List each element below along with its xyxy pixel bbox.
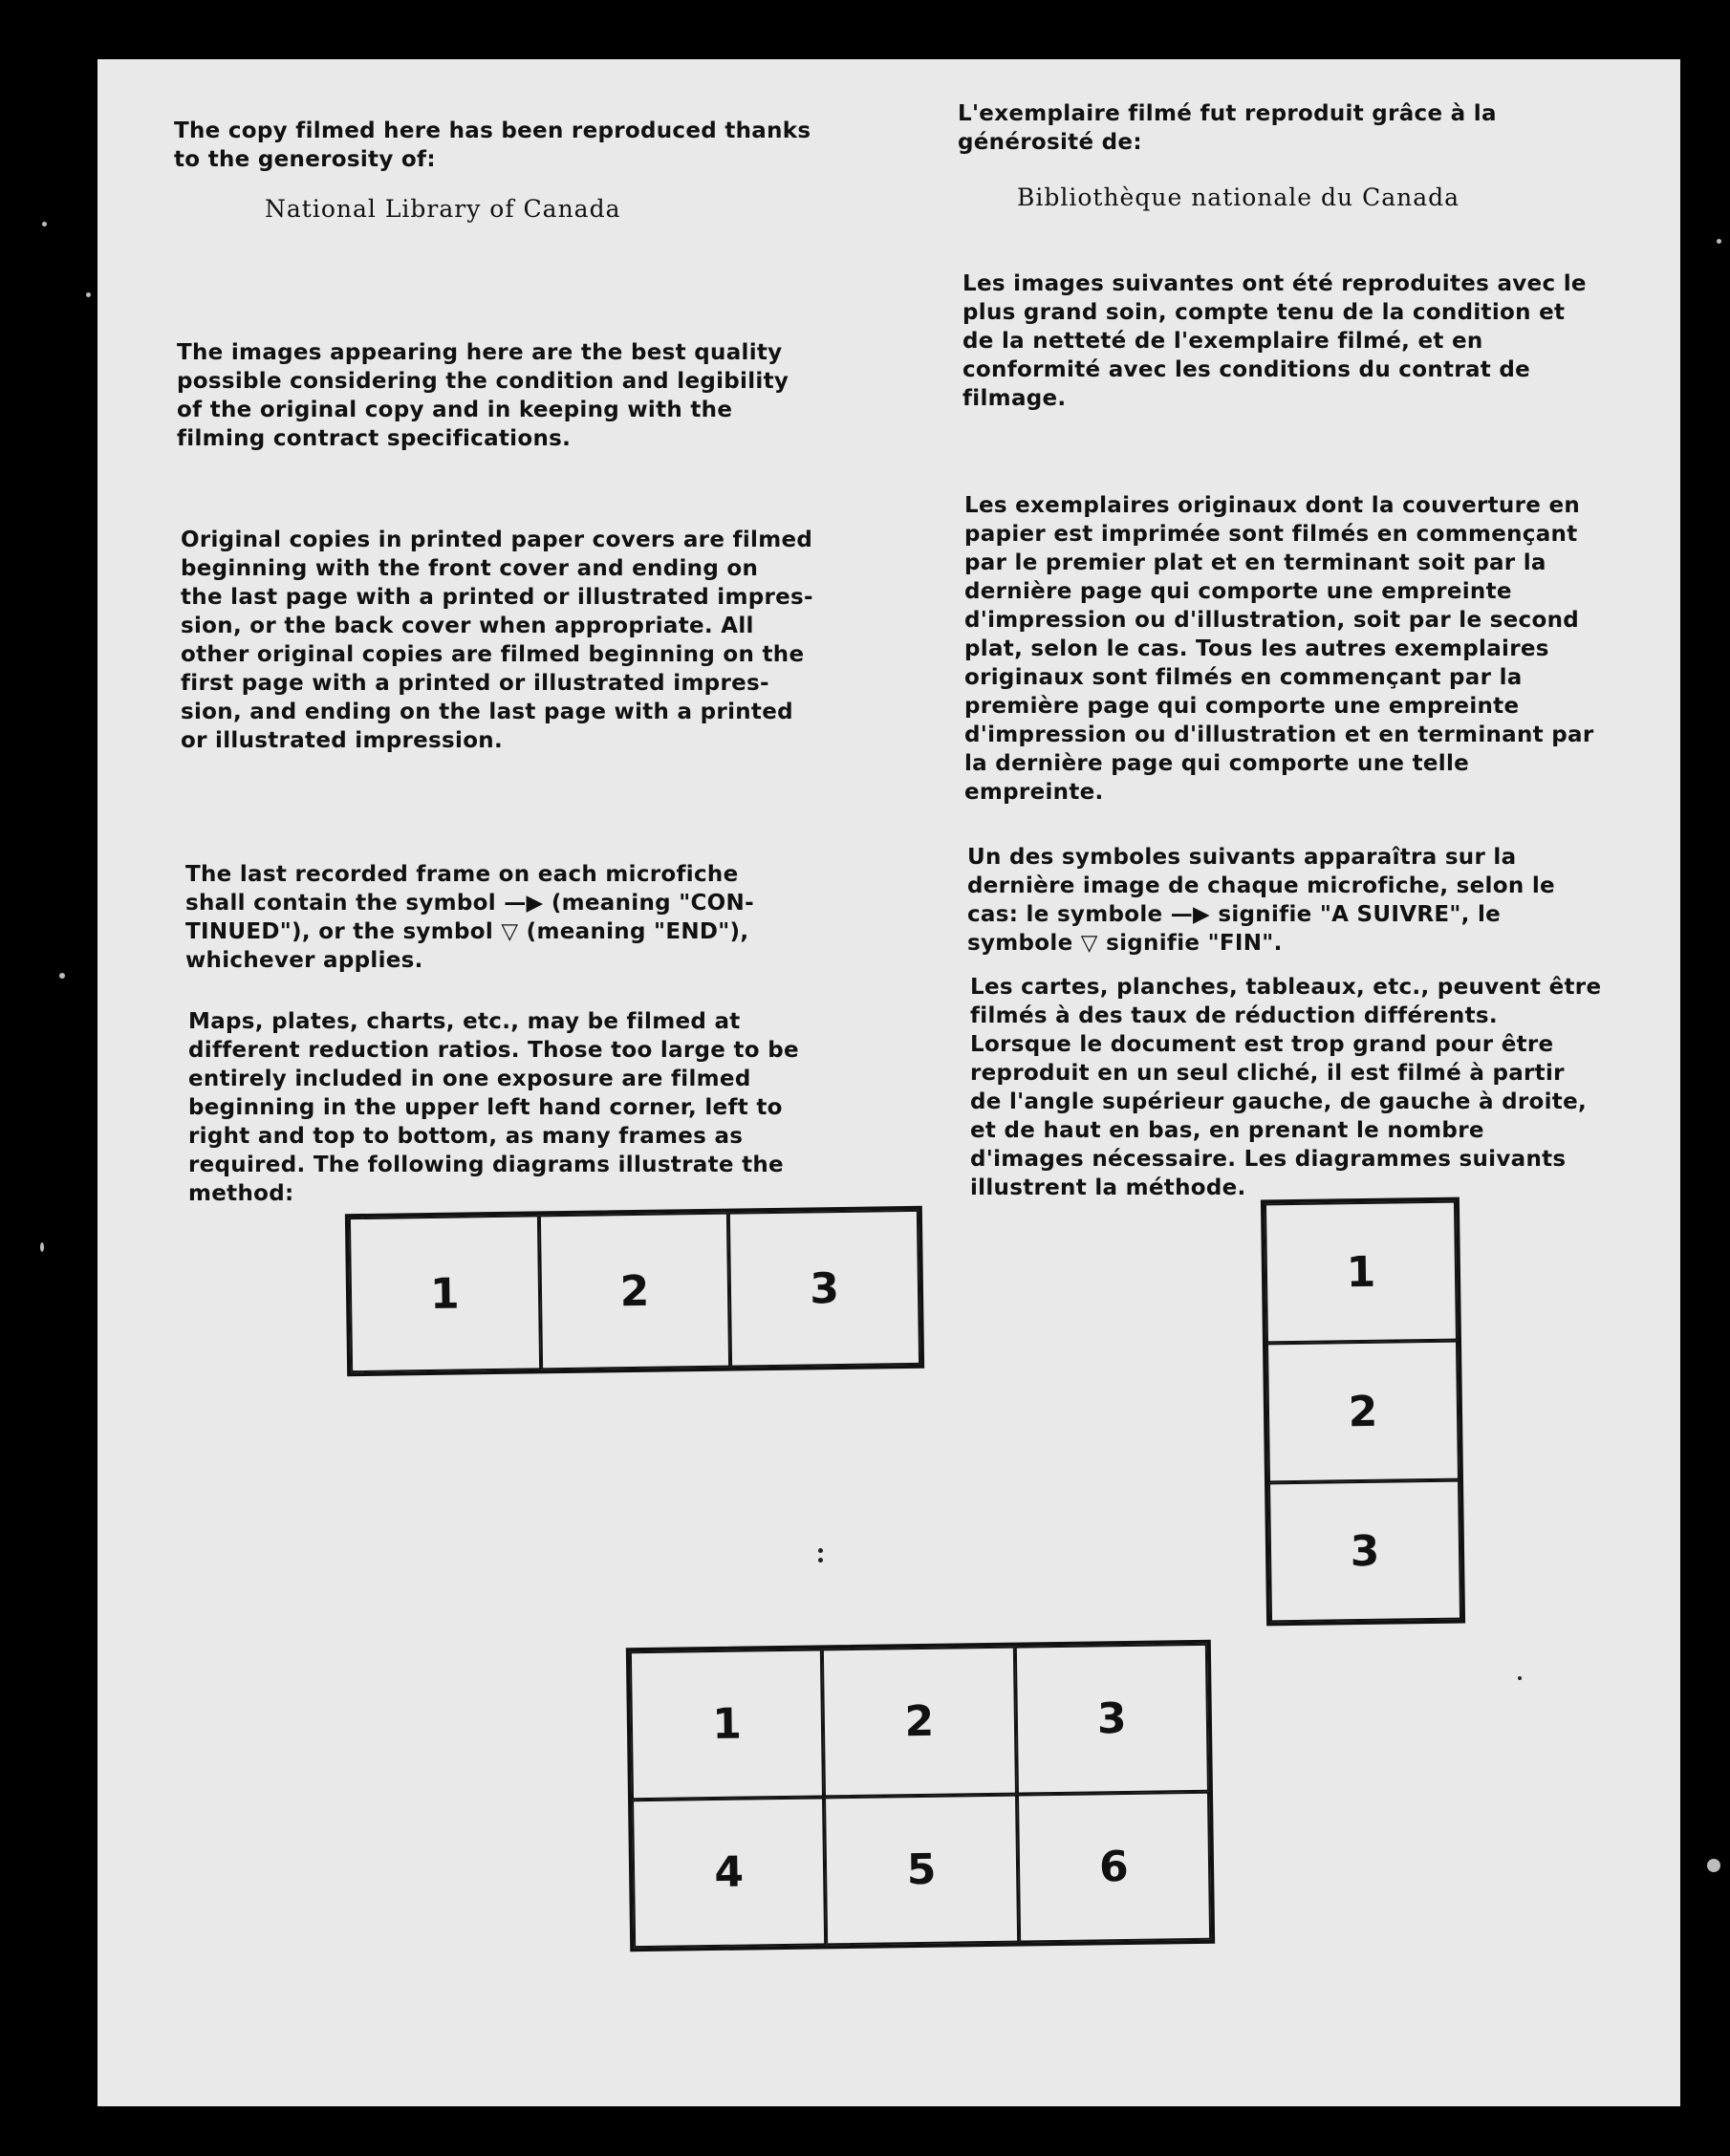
- scan-speck: [818, 1558, 823, 1563]
- french-covers-paragraph: Les exemplaires originaux dont la couverture en papier est imprimée sont filmés en commençant par le premier plat et en terminant soit par la dernière page qui comporte une empreinte d'impression ou d'illustration, soit par le second plat, selon le cas. Tous les autres exemplaires originaux sont filmés en commençant par la première page qui comporte une empreinte d'impression ou d'illustration et en terminant par la dernière page qui comporte une telle empreinte.: [964, 493, 1594, 805]
- english-intro: The copy filmed here has been reproduced thanks to the generosity of:: [174, 119, 811, 172]
- diagram-horizontal-frames: [345, 1206, 924, 1376]
- frame-cell: 5: [824, 1795, 1018, 1946]
- french-institution: Bibliothèque nationale du Canada: [1017, 183, 1460, 211]
- frame-cell: 1: [1265, 1201, 1458, 1344]
- frame-cell: 3: [728, 1210, 920, 1368]
- french-symbols-paragraph: Un des symboles suivants apparaîtra sur la dernière image de chaque microfiche, selon le cas: le symbole —▶ signifie "A SUIVRE", le symbole ▽ signifie "FIN".: [967, 845, 1555, 956]
- frame-cell: 4: [632, 1797, 826, 1948]
- frame-cell: 2: [539, 1213, 731, 1370]
- french-quality-paragraph: Les images suivantes ont été reproduites avec le plus grand soin, compte tenu de la condition et de la netteté de l'exemplaire filmé, et en conformité avec les conditions du contrat de filmage.: [962, 271, 1587, 411]
- frame-cell: 3: [1014, 1644, 1208, 1795]
- border-speck: [1707, 1859, 1720, 1872]
- border-speck: [1717, 239, 1721, 244]
- english-quality-paragraph: The images appearing here are the best quality possible considering the condition and legibility of the original copy and in keeping with the filming contract specifications.: [177, 340, 789, 451]
- english-maps-paragraph: Maps, plates, charts, etc., may be filmed at different reduction ratios. Those too large to be entirely included in one exposure are filmed beginning in the upper left hand corner, left to right and top to bottom, as many frames as required. The following diagrams illustrate the method:: [188, 1009, 799, 1206]
- microfiche-target-sheet: [97, 59, 1680, 2106]
- french-intro: L'exemplaire filmé fut reproduit grâce à la générosité de:: [958, 101, 1497, 155]
- english-symbols-paragraph: The last recorded frame on each microfiche shall contain the symbol —▶ (meaning "CON- TINUED"), or the symbol ▽ (meaning "END"), whichever applies.: [185, 862, 754, 973]
- scan-speck: [1518, 1676, 1522, 1680]
- frame-cell: 1: [630, 1649, 824, 1800]
- english-covers-paragraph: Original copies in printed paper covers are filmed beginning with the front cover and ending on the last page with a printed or illustrated impres- sion, or the back cover when appropriate. All other original copies are filmed beginning on the first page with a printed or illustrated impres- sion, and ending on the last page with a printed or illustrated impression.: [181, 528, 813, 753]
- border-speck: [40, 1242, 44, 1252]
- diagram-vertical-frames: [1261, 1197, 1465, 1627]
- frame-cell: 1: [349, 1215, 541, 1372]
- border-speck: [86, 292, 91, 297]
- diagram-grid-frames: [626, 1640, 1215, 1952]
- scan-speck: [818, 1548, 823, 1553]
- border-speck: [59, 973, 65, 979]
- english-institution: National Library of Canada: [265, 195, 621, 223]
- frame-cell: 3: [1268, 1480, 1461, 1623]
- frame-cell: 2: [822, 1647, 1016, 1798]
- frame-cell: 6: [1017, 1792, 1211, 1943]
- frame-cell: 2: [1266, 1341, 1460, 1483]
- french-maps-paragraph: Les cartes, planches, tableaux, etc., peuvent être filmés à des taux de réduction différents. Lorsque le document est trop grand pour être reproduit en un seul cliché, il est filmé à partir de l'angle supérieur gauche, de gauche à droite, et de haut en bas, en prenant le nombre d'images nécessaire. Les diagrammes suivants illustrent la méthode.: [970, 975, 1602, 1200]
- border-speck: [42, 222, 47, 226]
